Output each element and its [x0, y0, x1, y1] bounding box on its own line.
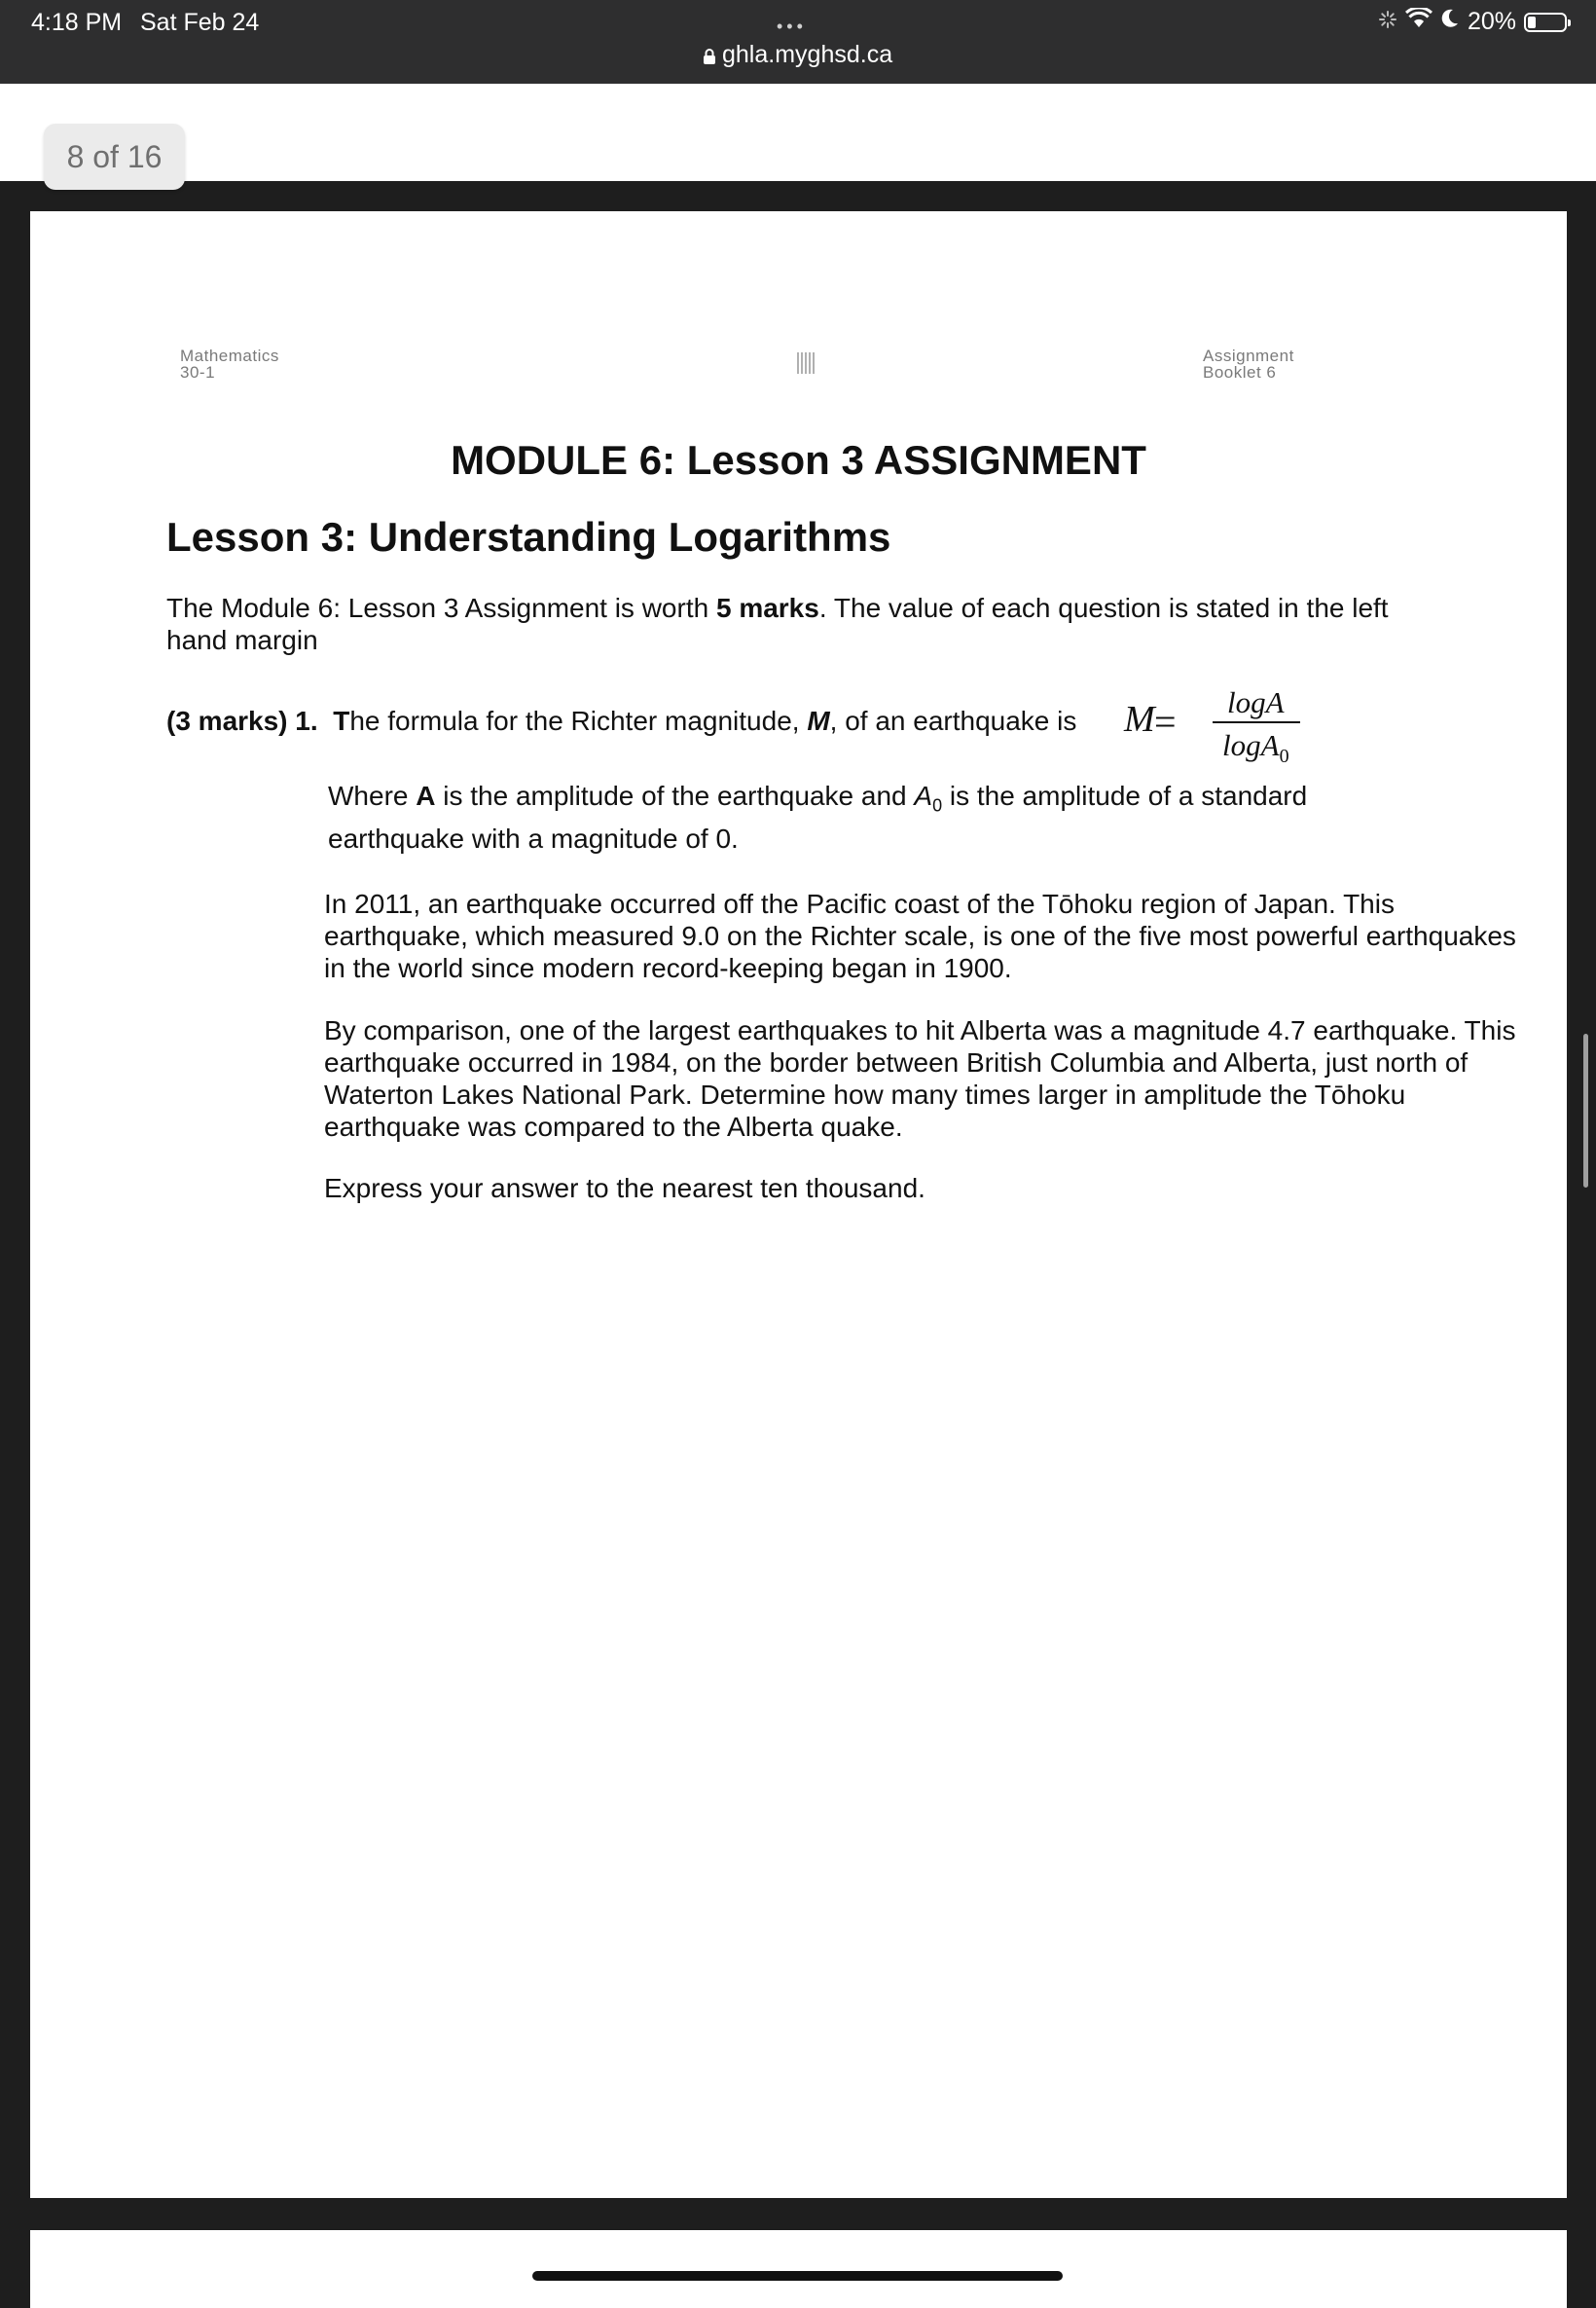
question-1 [166, 699, 1155, 740]
intro-marks: 5 marks [715, 593, 819, 623]
status-date: Sat Feb 24 [140, 9, 260, 36]
where-text [328, 780, 1398, 856]
question-1-m: M [807, 706, 830, 736]
formula-denominator-sub: 0 [1279, 746, 1289, 768]
formula-numerator: logA [1227, 685, 1285, 719]
moon-icon [1440, 8, 1460, 36]
paragraph-tohoku: In 2011, an earthquake occurred off the Pacific coast of the Tōhoku region of Japan. This earthquake, which measured 9.0 on the Richter scale, is one of the five most powerful earthquakes in the world since modern record-keeping began in 1900. [324, 889, 1516, 983]
formula-denominator [1222, 728, 1289, 768]
next-page [30, 2230, 1567, 2308]
paragraph-alberta: By comparison, one of the largest earthquakes to hit Alberta was a magnitude 4.7 earthquake. This earthquake occurred in 1984, on the border between British Columbia and Alberta, just north of Waterton Lakes National Park. Determine how many times larger in amplitude the Tōhoku earthquake was compared to the Alberta quake. [324, 1015, 1516, 1142]
module-title: MODULE 6: Lesson 3 ASSIGNMENT [451, 437, 1146, 483]
home-indicator[interactable] [532, 2271, 1063, 2281]
multitasking-dots[interactable]: ••• [777, 17, 807, 36]
intro-text-2: . The value of each question is stated in the left hand margin [166, 593, 1389, 655]
previous-page-area [0, 84, 1596, 181]
scrollbar-thumb[interactable] [1583, 1034, 1588, 1188]
page-indicator: 8 of 16 [44, 124, 185, 190]
where-a: A [416, 781, 436, 811]
paragraph-instruction: Express your answer to the nearest ten thousand. [324, 1173, 925, 1203]
header-logo-icon [797, 352, 815, 374]
header-booklet-label: Assignment [1203, 347, 1294, 365]
address-bar[interactable] [703, 41, 892, 72]
lock-icon [703, 44, 716, 72]
where-a0-sub: 0 [932, 795, 943, 816]
formula-denominator-text: logA [1222, 728, 1280, 762]
status-time: 4:18 PM [31, 9, 123, 36]
intro-text [166, 592, 1432, 656]
question-1-initial: T [333, 706, 350, 736]
lesson-title: Lesson 3: Understanding Logarithms [166, 514, 891, 560]
battery-icon [1524, 13, 1567, 32]
header-course-name: Mathematics [180, 347, 279, 365]
battery-percent: 20% [1467, 8, 1516, 35]
activity-spinner-icon [1378, 8, 1397, 36]
question-1-text-1: he formula for the Richter magnitude, [349, 706, 808, 736]
header-booklet [1203, 348, 1294, 381]
document-page [30, 211, 1567, 2198]
question-1-text-2: , of an earthquake is [829, 706, 1077, 736]
status-icons [1378, 8, 1567, 36]
where-text-1: Where [328, 781, 417, 811]
intro-text-1: The Module 6: Lesson 3 Assignment is worth [166, 593, 716, 623]
where-a0: A [914, 781, 933, 811]
header-course-code: 30-1 [180, 363, 216, 382]
header-course [180, 348, 279, 381]
wifi-icon [1405, 8, 1433, 36]
question-1-marks: (3 marks) 1. [166, 706, 318, 736]
status-bar [0, 0, 1596, 84]
header-booklet-number: Booklet 6 [1203, 363, 1277, 382]
fraction-bar [1213, 721, 1300, 723]
formula-m: M [1124, 699, 1155, 740]
where-text-2: is the amplitude of the earthquake and [435, 781, 915, 811]
where-text-3: is the amplitude of a standard earthquake with a magnitude of 0. [328, 781, 1308, 854]
url-text: ghla.myghsd.ca [722, 41, 893, 68]
formula-equals: = [1154, 700, 1177, 744]
